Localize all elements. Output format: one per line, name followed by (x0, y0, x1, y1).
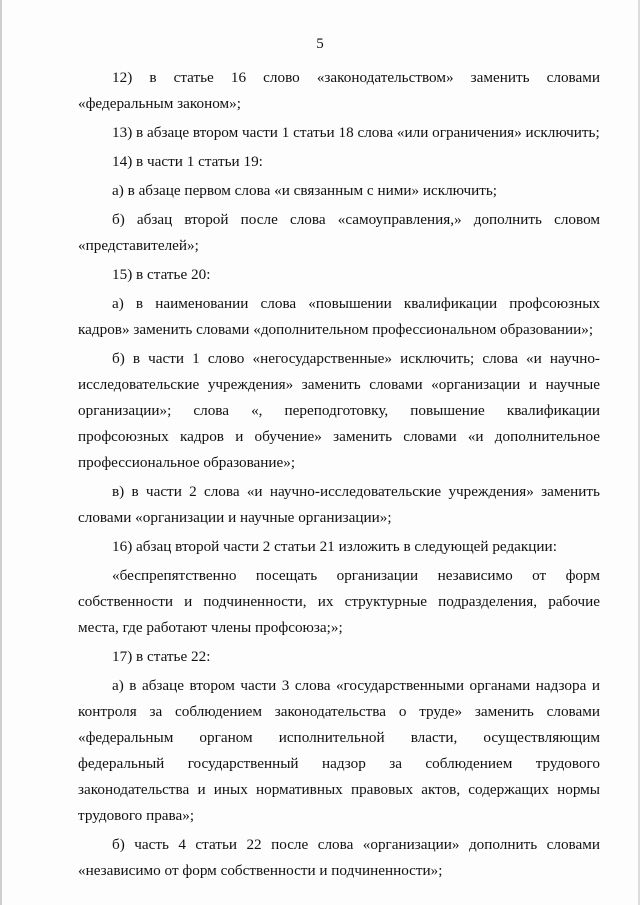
document-body (78, 65, 600, 884)
paragraph (78, 673, 600, 829)
paragraph-line: трудового права»; (78, 807, 195, 824)
paragraph (78, 65, 600, 117)
paragraph-line: организации»; слова «, переподготовку, повышение квалификации (78, 402, 600, 419)
paragraph-line: 17) в статье 22: (112, 648, 211, 665)
paragraph-line: профсоюзных кадров и обучение» заменить словами «и дополнительное (78, 428, 600, 445)
paragraph (78, 291, 600, 343)
paragraph-line: федеральный государственный надзор за соблюдением трудового (78, 755, 600, 772)
paragraph-line: «федеральным органом исполнительной власти, осуществляющим (78, 729, 600, 746)
paragraph-line: б) абзац второй после слова «самоуправления,» дополнить словом (112, 211, 600, 228)
paragraph-line: исследовательские учреждения» заменить словами «организации и научные (78, 376, 600, 393)
paragraph-line: а) в абзаце первом слова «и связанным с ними» исключить; (112, 182, 497, 199)
paragraph (78, 262, 600, 288)
paragraph-line: места, где работают члены профсоюза;»; (78, 619, 343, 636)
paragraph-line: «беспрепятственно посещать организации независимо от форм (112, 567, 600, 584)
paragraph (78, 563, 600, 641)
paragraph-line: кадров» заменить словами «дополнительном профессиональном образовании»; (78, 321, 594, 338)
page-number: 5 (316, 36, 324, 52)
paragraph-line: «представителей»; (78, 237, 199, 254)
paragraph (78, 207, 600, 259)
paragraph (78, 178, 600, 204)
paragraph-line: собственности и подчиненности, их структурные подразделения, рабочие (78, 593, 600, 610)
paragraph-line: 13) в абзаце втором части 1 статьи 18 слова «или ограничения» исключить; (112, 124, 600, 141)
paragraph (78, 479, 600, 531)
paragraph-line: а) в наименовании слова «повышении квалификации профсоюзных (112, 295, 600, 312)
paragraph-line: контроля за соблюдением законодательства о труде» заменить словами (78, 703, 600, 720)
paragraph-line: б) в части 1 слово «негосударственные» исключить; слова «и научно- (112, 350, 600, 367)
paragraph-line: законодательства и иных нормативных правовых актов, содержащих нормы (78, 781, 600, 798)
paragraph-line: б) часть 4 статьи 22 после слова «организации» дополнить словами (112, 836, 600, 853)
paragraph-line: «федеральным законом»; (78, 95, 241, 112)
paragraph (78, 149, 600, 175)
paragraph-line: в) в части 2 слова «и научно-исследовательские учреждения» заменить (112, 483, 600, 500)
paragraph-line: 12) в статье 16 слово «законодательством» заменить словами (112, 69, 600, 86)
paragraph-line: «независимо от форм собственности и подчиненности»; (78, 862, 443, 879)
paragraph (78, 832, 600, 884)
paragraph-line: а) в абзаце втором части 3 слова «государственными органами надзора и (112, 677, 600, 694)
paragraph-line: 14) в части 1 статьи 19: (112, 153, 263, 170)
paragraph-line: 15) в статье 20: (112, 266, 211, 283)
paragraph (78, 644, 600, 670)
page-left-edge (0, 0, 2, 905)
paragraph-line: словами «организации и научные организации»; (78, 509, 392, 526)
paragraph (78, 346, 600, 476)
paragraph (78, 120, 600, 146)
paragraph-line: 16) абзац второй части 2 статьи 21 изложить в следующей редакции: (112, 538, 557, 555)
paragraph-line: профессиональное образование»; (78, 454, 296, 471)
paragraph (78, 534, 600, 560)
